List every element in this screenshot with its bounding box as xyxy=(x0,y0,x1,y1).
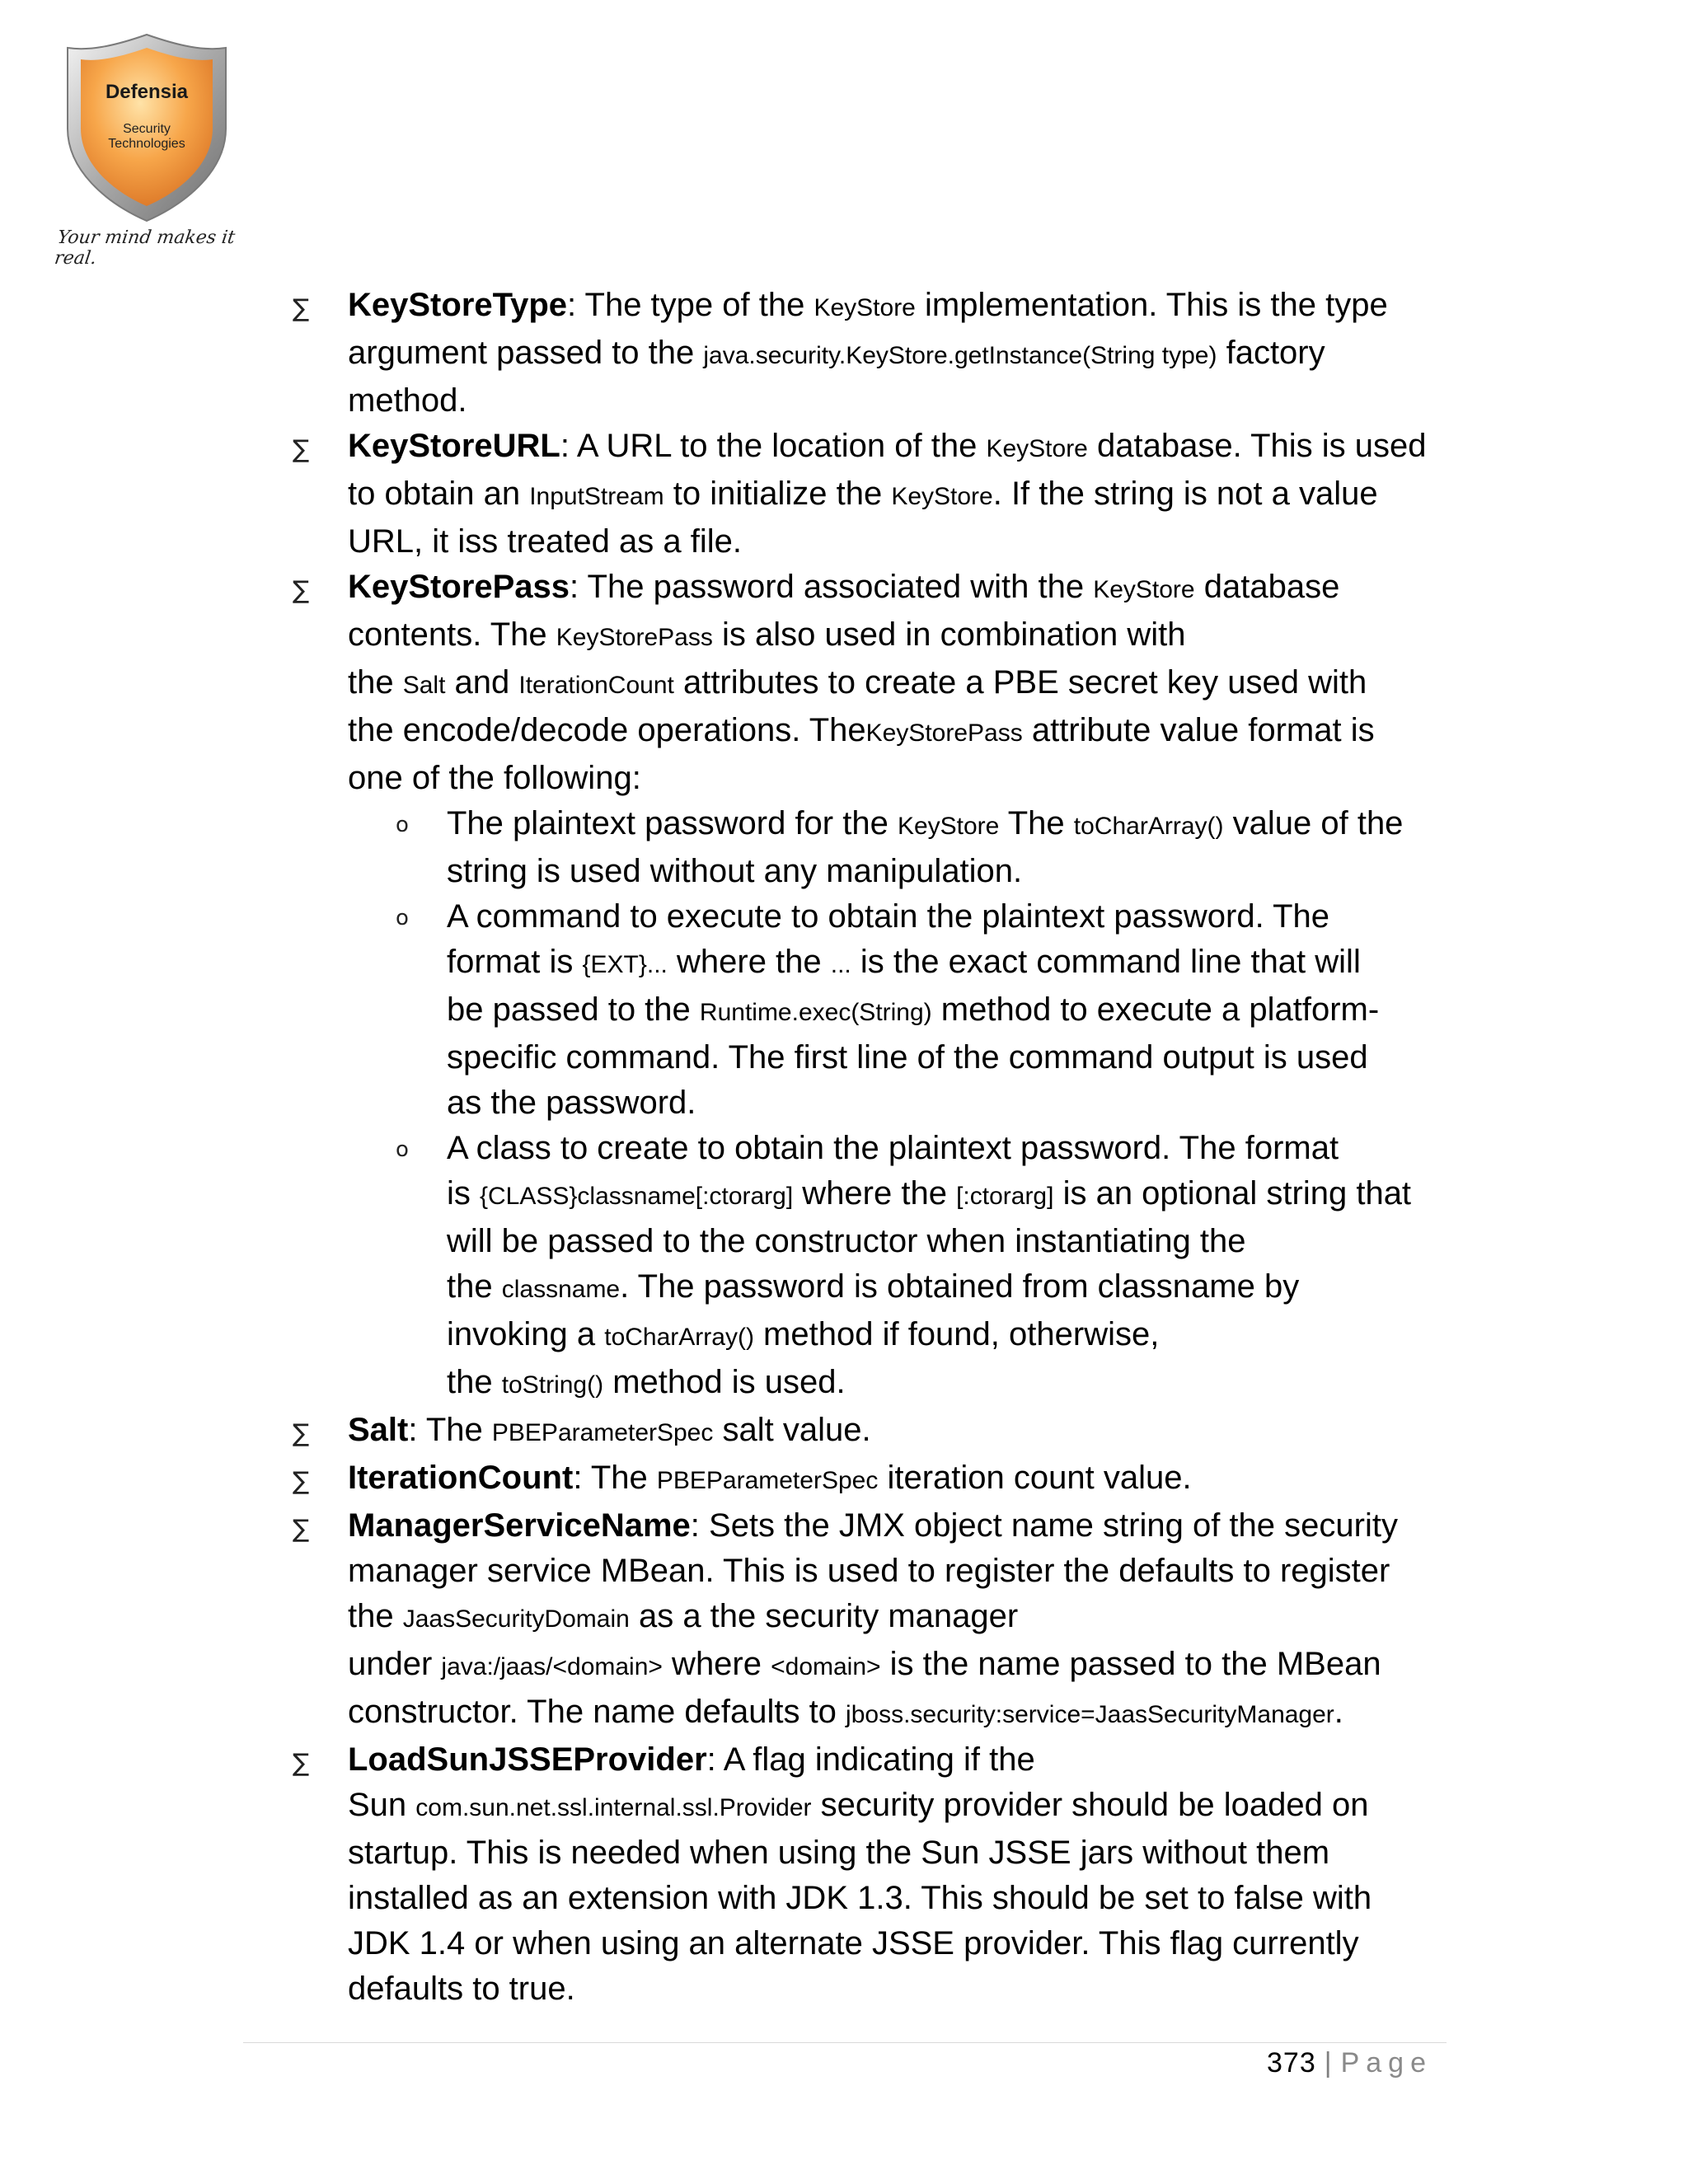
inline-code: PBEParameterSpec xyxy=(491,1419,714,1446)
text-line: will be passed to the constructor when instantiating the xyxy=(447,1223,1246,1259)
logo-company-name: Defensia xyxy=(105,81,189,103)
text-line: constructor. The name defaults to jboss.security:service=JaasSecurityManager. xyxy=(348,1694,1343,1730)
definition-term: LoadSunJSSEProvider xyxy=(348,1741,707,1778)
text-line: Salt: The PBEParameterSpec salt value. xyxy=(348,1412,871,1448)
text-line: specific command. The first line of the command output is used xyxy=(447,1039,1368,1076)
circle-bullet-icon: o xyxy=(396,906,409,930)
text-line: JDK 1.4 or when using an alternate JSSE provider. This flag currently xyxy=(348,1925,1359,1961)
text-line: KeyStoreURL: A URL to the location of the KeyStore database. This is used xyxy=(348,428,1427,464)
inline-code: toCharArray() xyxy=(604,1324,754,1351)
sub-list-item xyxy=(293,1126,1447,1408)
inline-code: {EXT}... xyxy=(582,951,668,978)
text-line: Sun com.sun.net.ssl.internal.ssl.Provider security provider should be loaded on xyxy=(348,1787,1369,1823)
text-line: IterationCount: The PBEParameterSpec iteration count value. xyxy=(348,1460,1192,1496)
sigma-bullet-icon: ∑ xyxy=(293,435,310,464)
logo-subtitle xyxy=(56,122,237,152)
definition-item xyxy=(293,1455,1447,1503)
text-line: installed as an extension with JDK 1.3. This should be set to false with xyxy=(348,1880,1372,1916)
logo-subtitle-line1: Security xyxy=(123,122,171,136)
text-line: one of the following: xyxy=(348,760,641,796)
definition-item xyxy=(293,1737,1447,2012)
definition-item xyxy=(293,424,1447,565)
logo-tagline: Your mind makes it real. xyxy=(53,227,237,269)
sub-list-item xyxy=(293,894,1447,1126)
text-line: the JaasSecurityDomain as a the security manager xyxy=(348,1598,1019,1634)
definition-term: KeyStoreURL xyxy=(348,428,560,464)
circle-bullet-icon: o xyxy=(396,813,409,837)
text-line: argument passed to the java.security.KeyStore.getInstance(String type) factory xyxy=(348,335,1325,371)
sigma-bullet-icon: ∑ xyxy=(293,294,310,323)
logo-subtitle-line2: Technologies xyxy=(108,137,185,151)
definition-item xyxy=(293,1503,1447,1737)
inline-code: Salt xyxy=(402,672,446,699)
text-line: the toString() method is used. xyxy=(447,1364,846,1400)
inline-code: KeyStorePass xyxy=(865,719,1023,747)
inline-code: JaasSecurityDomain xyxy=(402,1605,630,1633)
text-line: startup. This is needed when using the Sun JSSE jars without them xyxy=(348,1835,1330,1871)
inline-code: KeyStore xyxy=(1093,576,1195,603)
sigma-bullet-icon: ∑ xyxy=(293,1467,310,1496)
text-line: the classname. The password is obtained from classname by xyxy=(447,1268,1300,1305)
inline-code: {CLASS}classname[:ctorarg] xyxy=(480,1183,794,1210)
text-line: be passed to the Runtime.exec(String) method to execute a platform- xyxy=(447,991,1380,1028)
inline-code: KeyStorePass xyxy=(556,624,713,651)
definition-item xyxy=(293,283,1447,424)
footer-divider xyxy=(243,2042,1447,2043)
inline-code: jboss.security:service=JaasSecurityManager xyxy=(846,1701,1334,1728)
text-line: method. xyxy=(348,382,467,419)
inline-code: com.sun.net.ssl.internal.ssl.Provider xyxy=(415,1794,812,1821)
text-line: KeyStoreType: The type of the KeyStore implementation. This is the type xyxy=(348,287,1388,323)
definition-term: Salt xyxy=(348,1412,409,1448)
inline-code: ... xyxy=(830,951,851,978)
text-line: ManagerServiceName: Sets the JMX object name string of the security xyxy=(348,1507,1398,1544)
inline-code: KeyStore xyxy=(986,435,1088,462)
page-footer xyxy=(1267,2047,1432,2079)
text-line: string is used without any manipulation. xyxy=(447,853,1023,889)
text-line: A class to create to obtain the plaintext password. The format xyxy=(447,1130,1339,1166)
text-line: as the password. xyxy=(447,1085,696,1121)
text-line: invoking a toCharArray() method if found, otherwise, xyxy=(447,1316,1160,1352)
sigma-bullet-icon: ∑ xyxy=(293,1749,310,1778)
sub-list-item xyxy=(293,801,1447,894)
inline-code: PBEParameterSpec xyxy=(656,1467,879,1494)
page-label: Page xyxy=(1340,2047,1432,2079)
text-line: manager service MBean. This is used to register the defaults to register xyxy=(348,1553,1390,1589)
sigma-bullet-icon: ∑ xyxy=(293,576,310,605)
document-body xyxy=(293,283,1447,2012)
text-line: is {CLASS}classname[:ctorarg] where the [:ctorarg] is an optional string that xyxy=(447,1175,1412,1212)
text-line: under java:/jaas/<domain> where <domain> is the name passed to the MBean xyxy=(348,1646,1381,1682)
text-line: KeyStorePass: The password associated with the KeyStore database xyxy=(348,569,1340,605)
inline-code: IterationCount xyxy=(518,672,674,699)
inline-code: Runtime.exec(String) xyxy=(699,999,932,1026)
sigma-bullet-icon: ∑ xyxy=(293,1419,310,1448)
circle-bullet-icon: o xyxy=(396,1137,409,1162)
inline-code: KeyStore xyxy=(891,483,993,510)
inline-code: InputStream xyxy=(529,483,664,510)
inline-code: java:/jaas/<domain> xyxy=(441,1653,663,1680)
inline-code: toCharArray() xyxy=(1073,813,1224,840)
company-logo xyxy=(53,30,237,269)
inline-code: java.security.KeyStore.getInstance(String type) xyxy=(703,342,1217,369)
definition-term: KeyStoreType xyxy=(348,287,568,323)
footer-separator: | xyxy=(1324,2047,1333,2079)
text-line: defaults to true. xyxy=(348,1971,575,2007)
text-line: the encode/decode operations. TheKeyStorePass attribute value format is xyxy=(348,712,1375,748)
definition-item xyxy=(293,565,1447,801)
text-line: the Salt and IterationCount attributes to create a PBE secret key used with xyxy=(348,664,1367,701)
text-line: A command to execute to obtain the plaintext password. The xyxy=(447,898,1330,935)
inline-code: KeyStore xyxy=(814,294,916,321)
inline-code: classname xyxy=(501,1276,621,1303)
page-number: 373 xyxy=(1267,2047,1316,2079)
inline-code: toString() xyxy=(501,1371,604,1399)
definition-term: IterationCount xyxy=(348,1460,574,1496)
text-line: LoadSunJSSEProvider: A flag indicating if the xyxy=(348,1741,1035,1778)
text-line: URL, it iss treated as a file. xyxy=(348,523,742,560)
inline-code: [:ctorarg] xyxy=(956,1183,1054,1210)
text-line: to obtain an InputStream to initialize the KeyStore. If the string is not a value xyxy=(348,476,1378,512)
text-line: contents. The KeyStorePass is also used in combination with xyxy=(348,616,1186,653)
definition-term: ManagerServiceName xyxy=(348,1507,691,1544)
text-line: format is {EXT}... where the ... is the exact command line that will xyxy=(447,944,1361,980)
definition-item xyxy=(293,1408,1447,1455)
inline-code: KeyStore xyxy=(897,813,1000,840)
sigma-bullet-icon: ∑ xyxy=(293,1515,310,1544)
inline-code: <domain> xyxy=(771,1653,881,1680)
text-line: The plaintext password for the KeyStore The toCharArray() value of the xyxy=(447,805,1404,841)
definition-term: KeyStorePass xyxy=(348,569,570,605)
